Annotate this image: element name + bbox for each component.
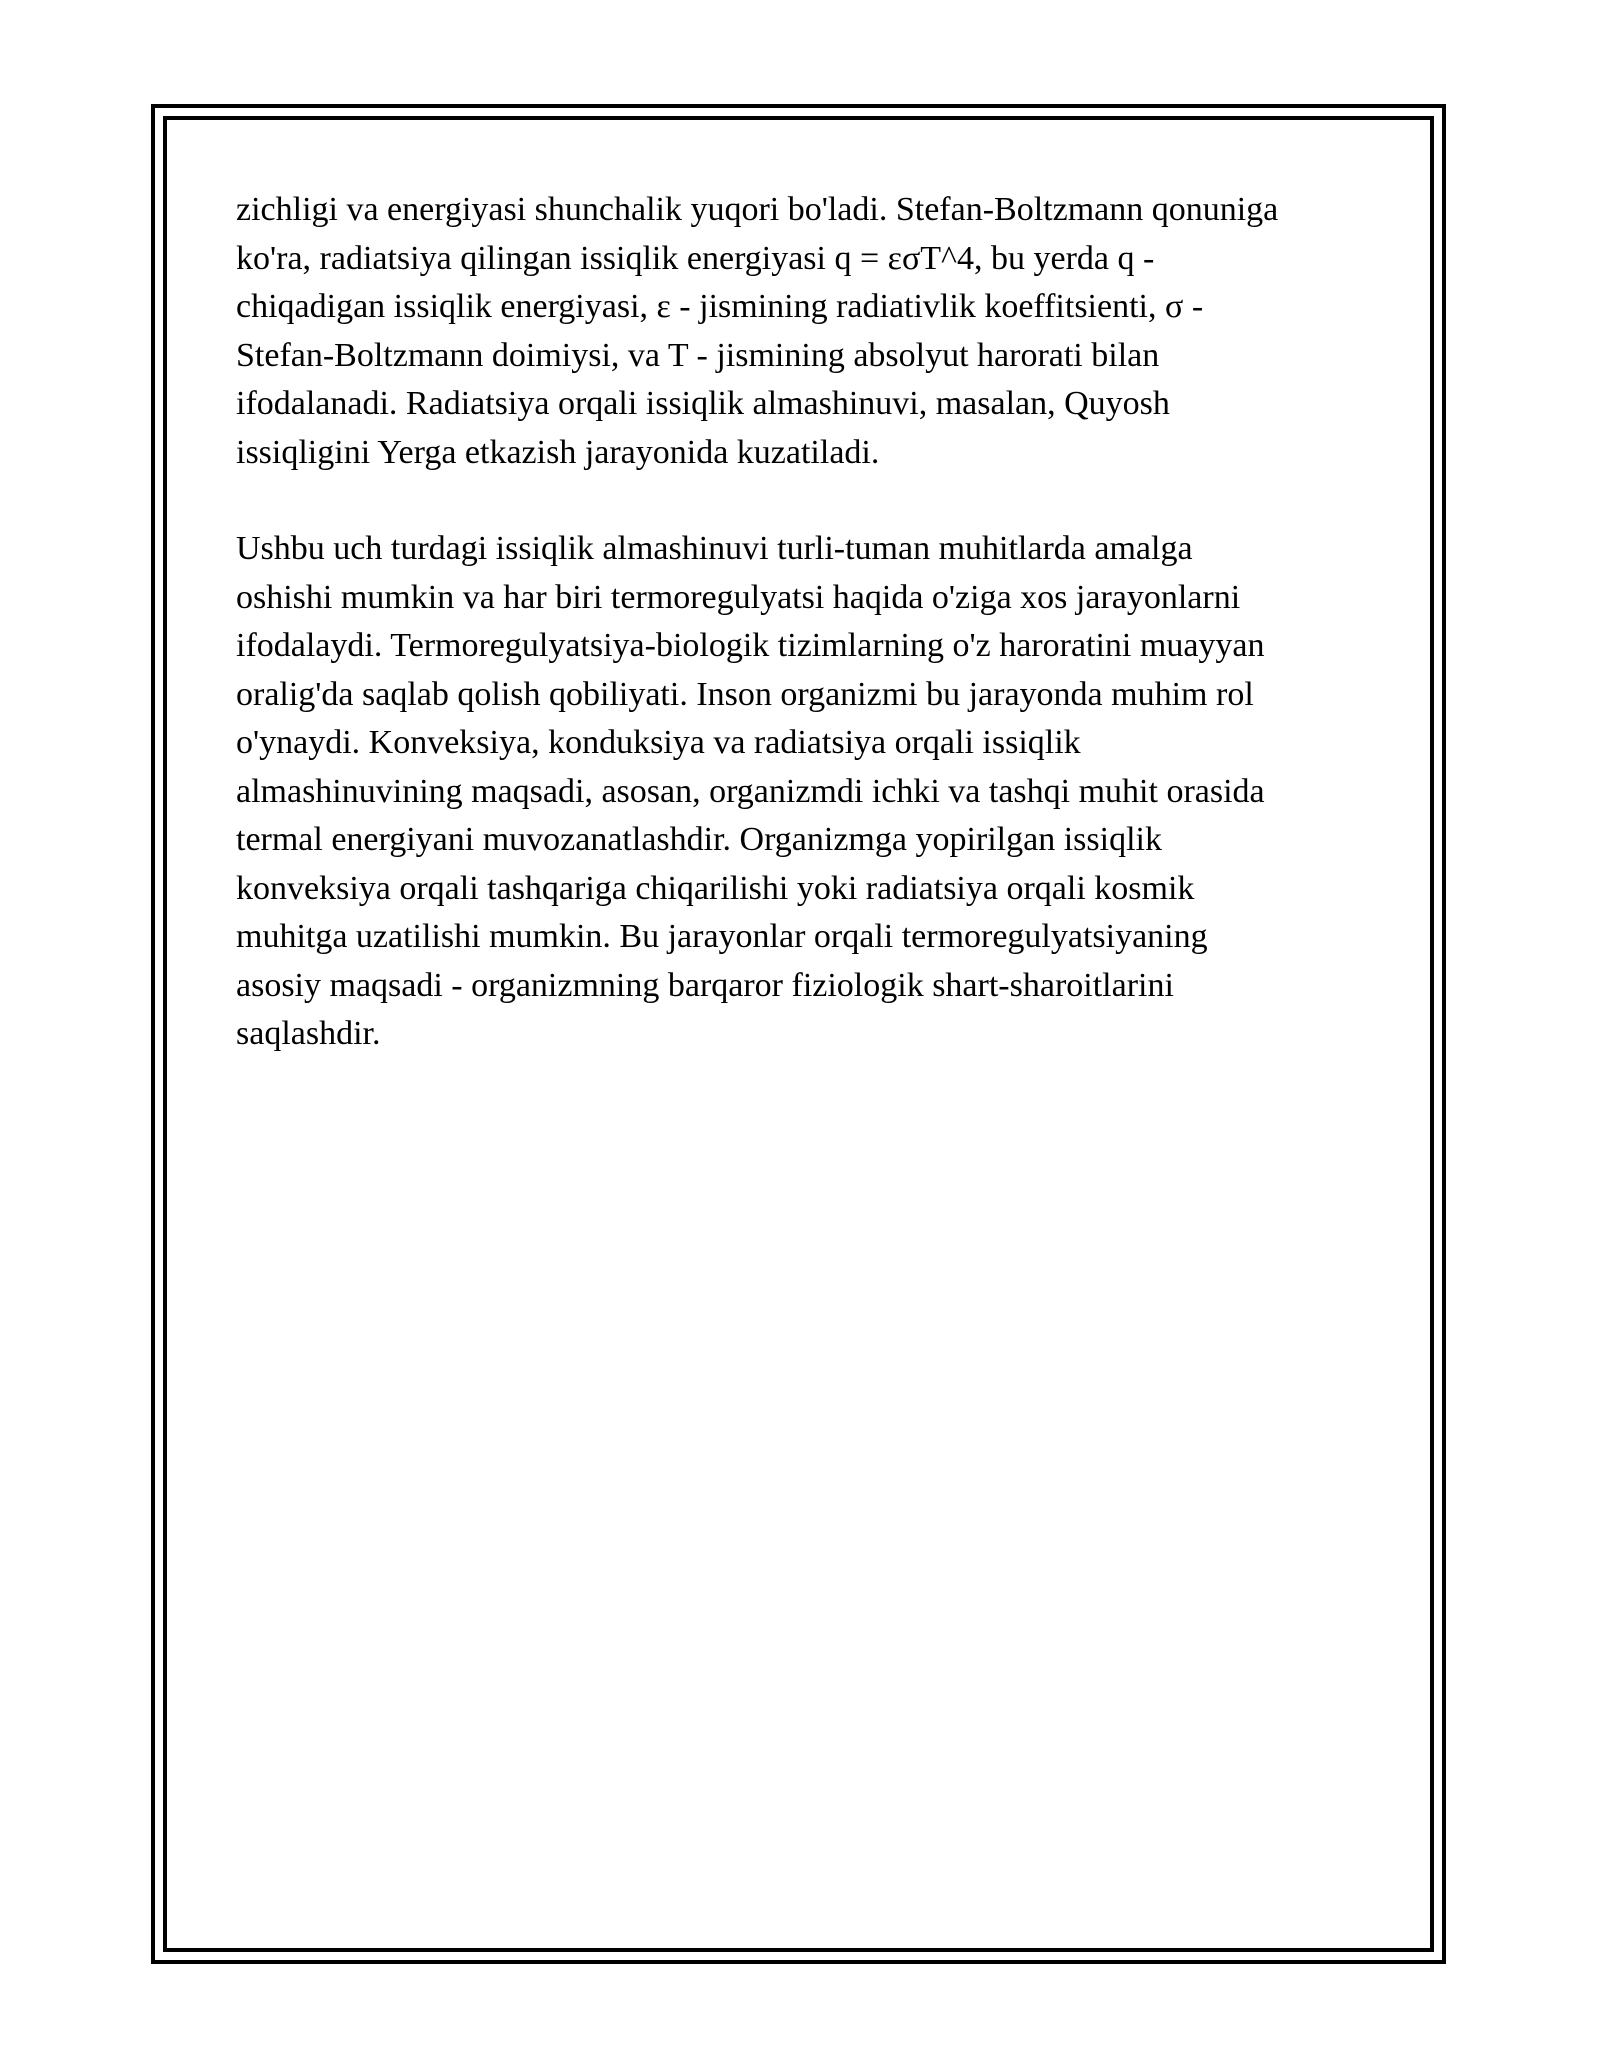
paragraph-thermoregulation: Ushbu uch turdagi issiqlik almashinuvi turli-tuman muhitlarda amalga oshishi mumkin va har biri termoregulyatsi haqida o'ziga xos jarayonlarni ifodalaydi. Termoregulyatsiya-biologik tizimlarning o'z haroratini muayyan oralig'da saqlab qolish qobiliyati. Inson organizmi bu jarayonda muhim rol o'ynaydi. Konveksiya, konduksiya va radiatsiya orqali issiqlik almashinuvining maqsadi, asosan, organizmdi ichki va tashqi muhit orasida termal energiyani muvozanatlashdir. Organizmga yopirilgan issiqlik konveksiya orqali tashqariga chiqarilishi yoki radiatsiya orqali kosmik muhitga uzatilishi mumkin. Bu jarayonlar orqali termoregulyatsiyaning asosiy maqsadi - organizmning barqaror fiziologik shart-sharoitlarini saqlashdir. [236,530,1265,1052]
document-body [236,186,1366,1059]
paragraph-radiation: zichligi va energiyasi shunchalik yuqori bo'ladi. Stefan-Boltzmann qonuniga ko'ra, radiatsiya qilingan issiqlik energiyasi q = εσT^4, bu yerda q - chiqadigan issiqlik energiyasi, ε - jismining radiativlik koeffitsienti, σ - Stefan-Boltzmann doimiysi, va T - jismining absolyut harorati bilan ifodalanadi. Radiatsiya orqali issiqlik almashinuvi, masalan, Quyosh issiqligini Yerga etkazish jarayonida kuzatiladi. [236,191,1279,471]
